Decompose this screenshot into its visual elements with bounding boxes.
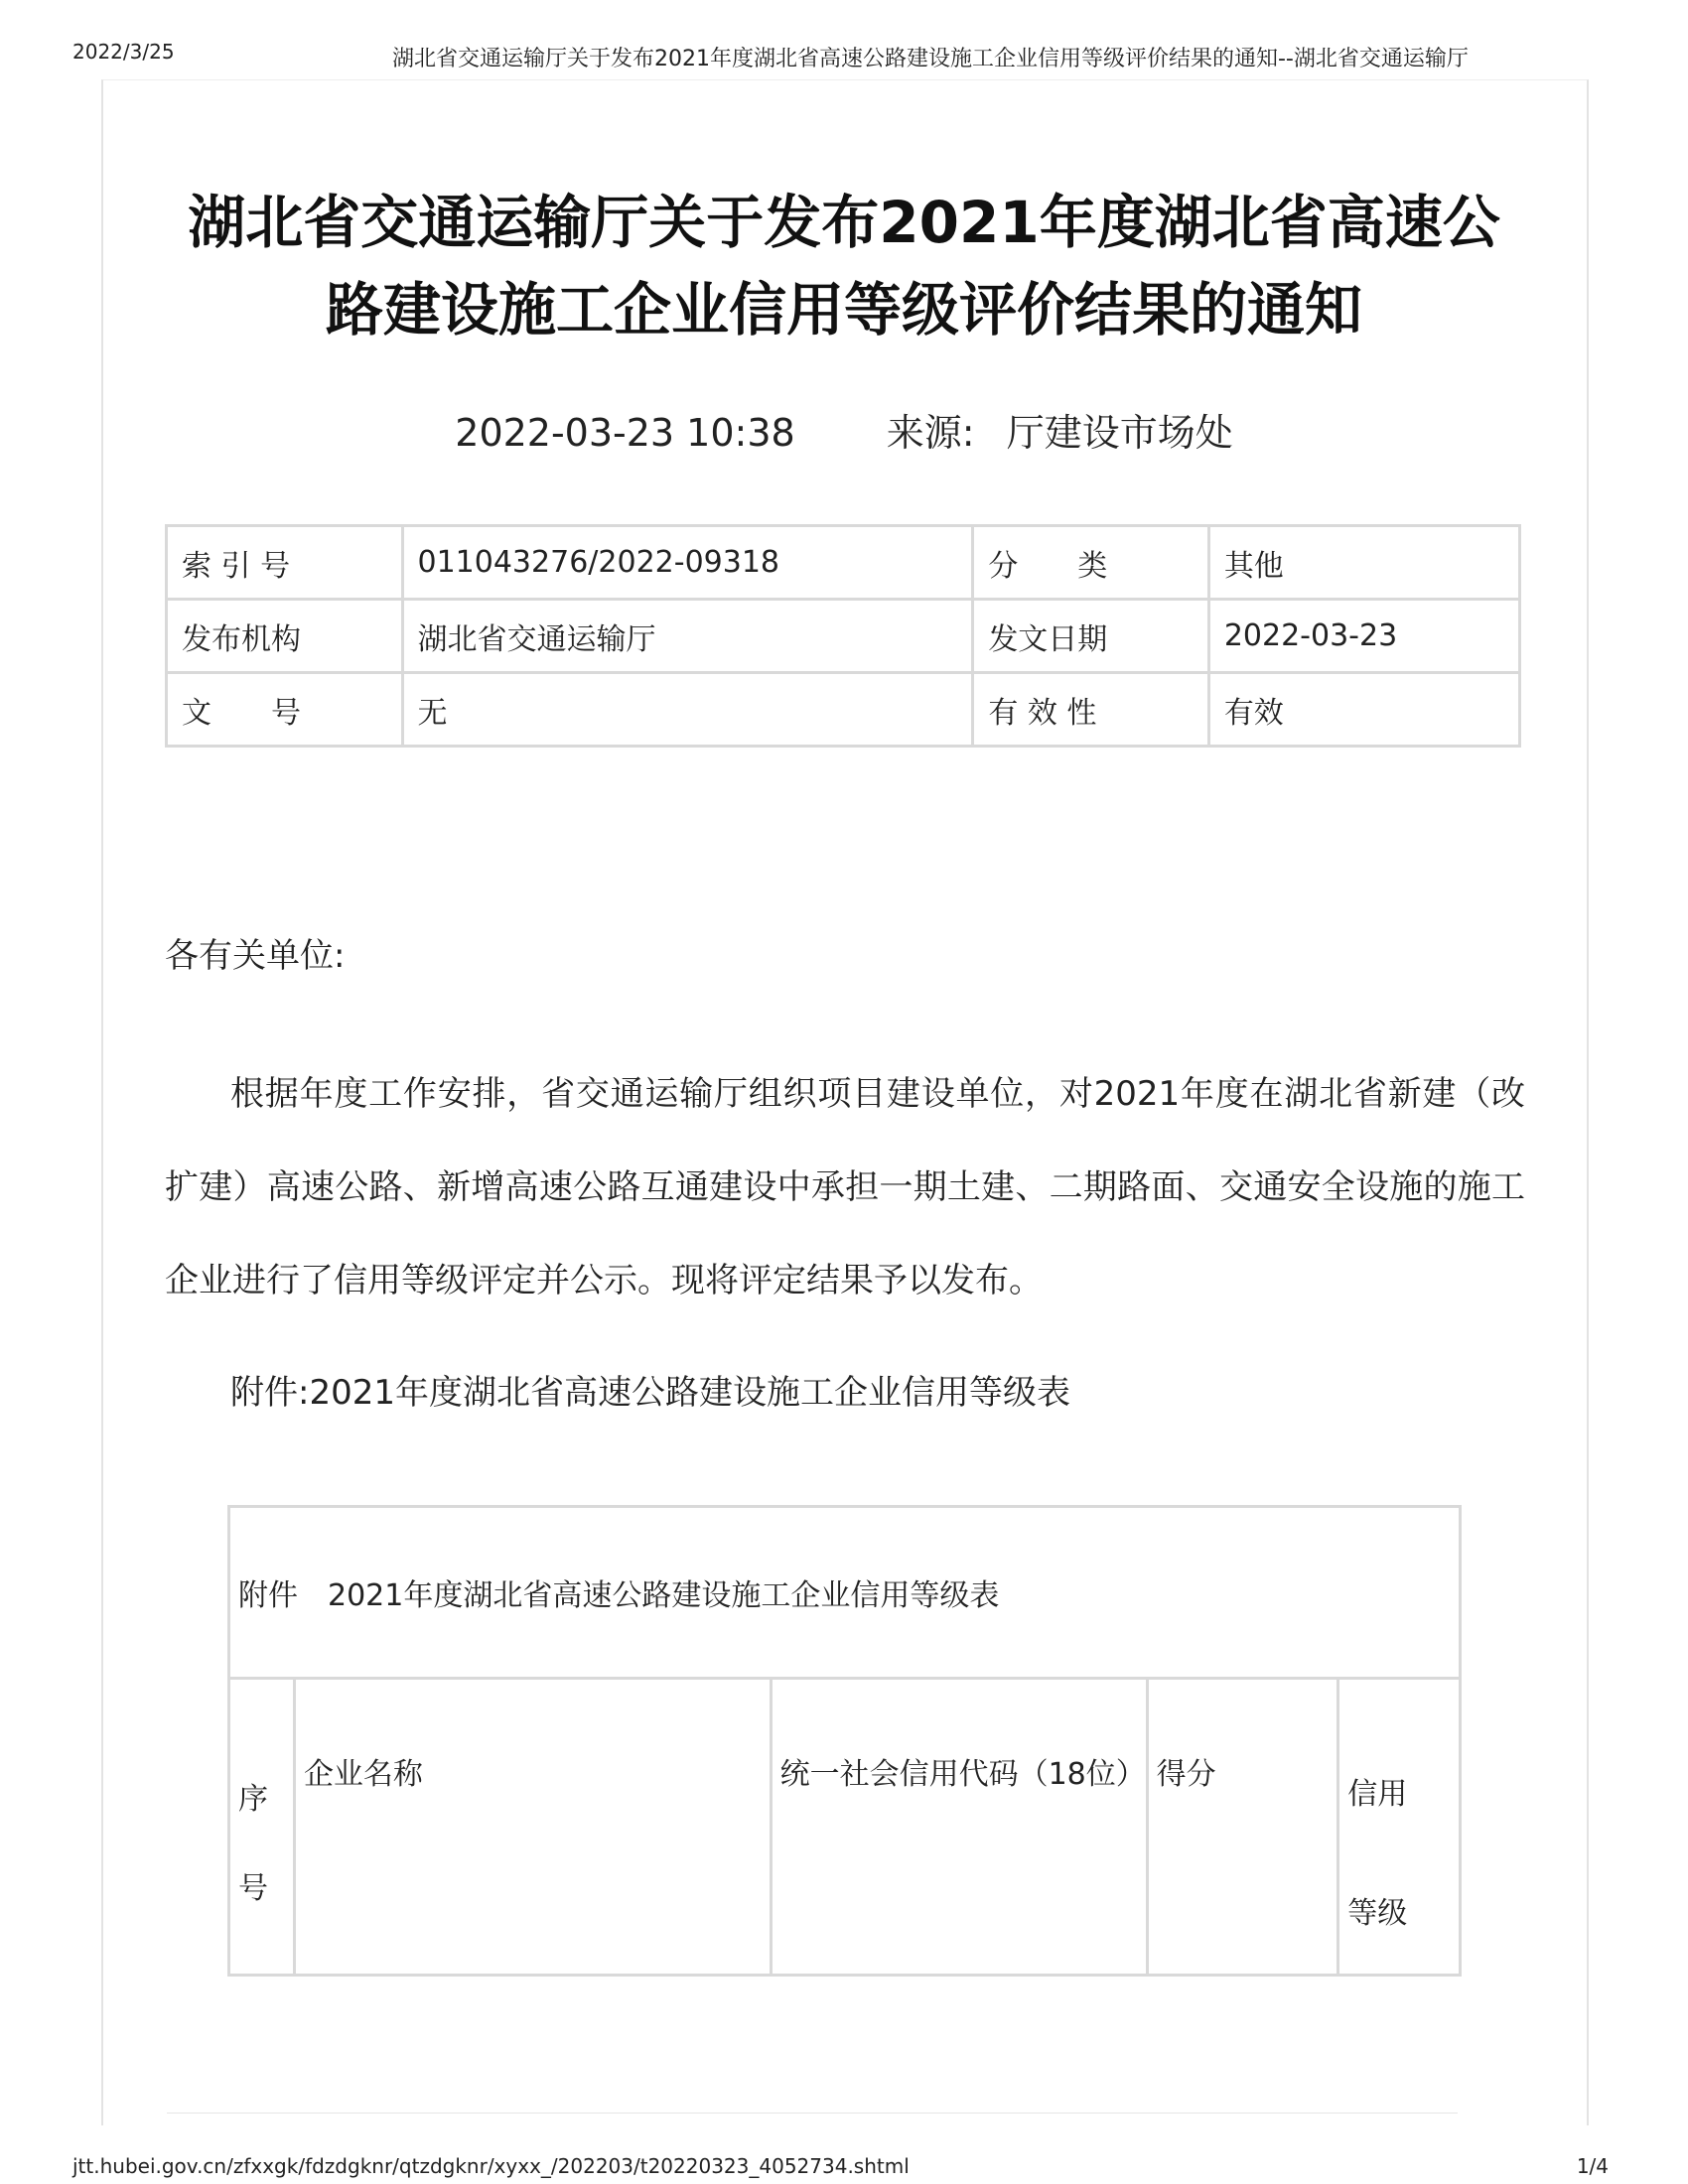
info-value: 湖北省交通运输厅 — [402, 600, 973, 673]
print-page-title: 湖北省交通运输厅关于发布2021年度湖北省高速公路建设施工企业信用等级评价结果的通知--湖北省交通运输厅 — [392, 47, 1469, 71]
header-seq-line-2: 号 — [238, 1871, 268, 1906]
header-company: 企业名称 — [294, 1679, 771, 1976]
article-title-line-1: 湖北省交通运输厅关于发布2021年度湖北省高速公 — [188, 189, 1500, 256]
info-value: 2022-03-23 — [1208, 600, 1519, 673]
header-seq — [229, 1679, 295, 1976]
publish-time: 2022-03-23 10:38 — [455, 411, 795, 455]
print-footer-page: 1/4 — [1576, 2154, 1609, 2178]
body-paragraph: 根据年度工作安排，省交通运输厅组织项目建设单位，对2021年度在湖北省新建（改扩建）高速公路、新增高速公路互通建设中承担一期土建、二期路面、交通安全设施的施工企业进行了信用等级评定并公示。现将评定结果予以发布。 — [165, 1074, 1525, 1300]
header-credit-code: 统一社会信用代码（18位） — [771, 1679, 1147, 1976]
attachment-line: 附件:2021年度湖北省高速公路建设施工企业信用等级表 — [230, 1373, 1070, 1413]
info-row — [167, 526, 1520, 600]
header-seq-line-1: 序 — [238, 1782, 268, 1817]
grade-table-caption: 附件 2021年度湖北省高速公路建设施工企业信用等级表 — [229, 1507, 1461, 1679]
info-label: 发布机构 — [167, 600, 403, 673]
salutation: 各有关单位: — [165, 936, 346, 976]
print-footer-url: jtt.hubei.gov.cn/zfxxgk/fdzdgknr/qtzdgknr/xyxx_/202203/t20220323_4052734.shtml — [72, 2154, 910, 2178]
grade-table — [227, 1505, 1462, 1977]
article-meta — [149, 402, 1539, 457]
info-value: 有效 — [1208, 673, 1519, 747]
info-value: 其他 — [1208, 526, 1519, 600]
article-title-line-2: 路建设施工企业信用等级评价结果的通知 — [325, 276, 1362, 343]
grade-table-caption-row — [229, 1507, 1461, 1679]
info-value: 无 — [402, 673, 973, 747]
source-label: 来源: — [886, 411, 975, 455]
header-grade-line-1: 信用 — [1347, 1777, 1408, 1812]
header-score: 得分 — [1147, 1679, 1338, 1976]
info-label: 索 引 号 — [167, 526, 403, 600]
info-value: 011043276/2022-09318 — [402, 526, 973, 600]
info-row — [167, 673, 1520, 747]
info-label: 有 效 性 — [973, 673, 1209, 747]
header-grade-line-2: 等级 — [1347, 1896, 1408, 1931]
grade-table-header-row — [229, 1679, 1461, 1976]
article-title — [149, 179, 1539, 353]
info-label: 分 类 — [973, 526, 1209, 600]
bottom-divider — [167, 2113, 1458, 2114]
info-table — [165, 524, 1521, 748]
header-grade — [1338, 1679, 1461, 1976]
print-date: 2022/3/25 — [72, 40, 175, 64]
info-row — [167, 600, 1520, 673]
info-label: 发文日期 — [973, 600, 1209, 673]
source-value: 厅建设市场处 — [1006, 411, 1233, 455]
info-label: 文 号 — [167, 673, 403, 747]
